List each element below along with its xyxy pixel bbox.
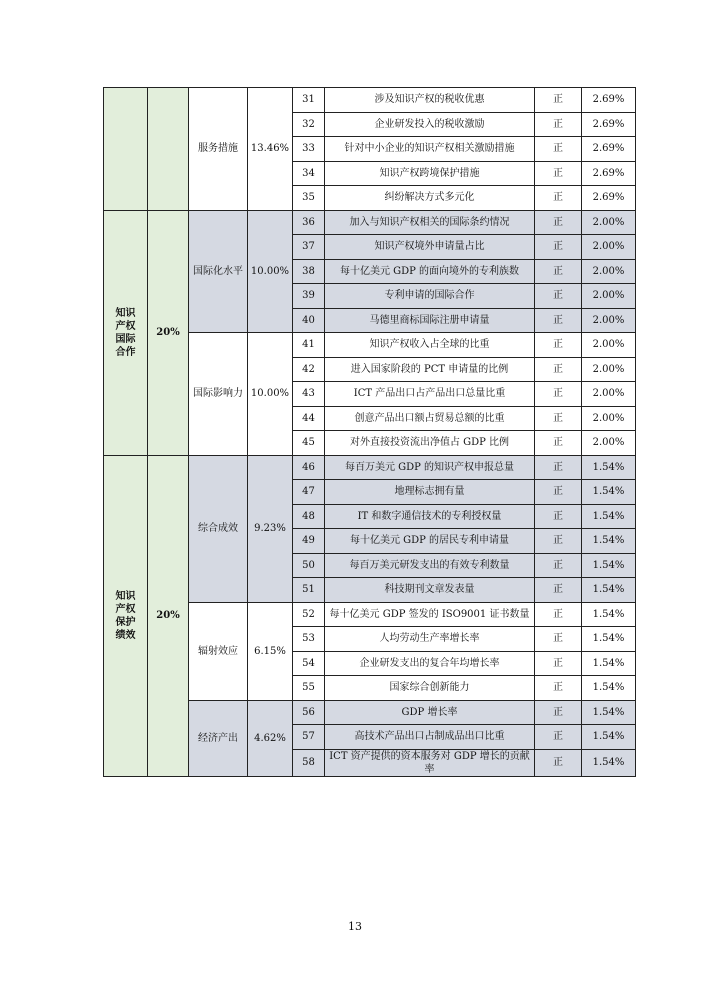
indicator-direction: 正 — [535, 480, 582, 505]
indicator-name: 每百万美元研发支出的有效专利数量 — [325, 553, 535, 578]
indicator-weight: 1.54% — [582, 700, 636, 725]
indicator-weight: 2.00% — [582, 357, 636, 382]
level1-label: 知识产权保护绩效 — [115, 590, 136, 641]
indicator-name: 企业研发投入的税收激励 — [325, 112, 535, 137]
indicator-weight: 2.00% — [582, 259, 636, 284]
indicator-number: 45 — [293, 431, 325, 456]
indicator-name: 每十亿美元 GDP 签发的 ISO9001 证书数量 — [325, 602, 535, 627]
indicator-weight: 2.69% — [582, 137, 636, 162]
level1-weight: 20% — [148, 455, 189, 776]
indicator-number: 42 — [293, 357, 325, 382]
level2-cell — [189, 333, 248, 456]
indicator-number: 47 — [293, 480, 325, 505]
indicator-number: 38 — [293, 259, 325, 284]
indicator-direction: 正 — [535, 284, 582, 309]
indicator-name: 知识产权收入占全球的比重 — [325, 333, 535, 358]
indicator-weight: 1.54% — [582, 504, 636, 529]
indicator-direction: 正 — [535, 749, 582, 776]
indicator-name: 国家综合创新能力 — [325, 676, 535, 701]
indicator-table — [103, 87, 636, 777]
indicator-number: 36 — [293, 210, 325, 235]
level2-label: 综合成效 — [198, 523, 238, 534]
indicator-direction: 正 — [535, 112, 582, 137]
level2-weight: 9.23% — [248, 455, 293, 602]
indicator-weight: 1.54% — [582, 676, 636, 701]
level1-cell — [104, 210, 148, 455]
indicator-weight: 2.69% — [582, 186, 636, 211]
indicator-number: 31 — [293, 88, 325, 113]
level2-cell — [189, 88, 248, 211]
indicator-name: 马德里商标国际注册申请量 — [325, 308, 535, 333]
indicator-name: ICT 资产提供的资本服务对 GDP 增长的贡献率 — [325, 749, 535, 776]
indicator-name: 每十亿美元 GDP 的面向境外的专利族数 — [325, 259, 535, 284]
indicator-direction: 正 — [535, 651, 582, 676]
indicator-number: 39 — [293, 284, 325, 309]
indicator-name: 知识产权跨境保护措施 — [325, 161, 535, 186]
indicator-number: 57 — [293, 725, 325, 750]
indicator-weight: 2.00% — [582, 431, 636, 456]
indicator-number: 35 — [293, 186, 325, 211]
indicator-number: 46 — [293, 455, 325, 480]
indicator-weight: 1.54% — [582, 725, 636, 750]
indicator-weight: 1.54% — [582, 627, 636, 652]
indicator-direction: 正 — [535, 602, 582, 627]
level1-weight: 20% — [148, 210, 189, 455]
indicator-name: 企业研发支出的复合年均增长率 — [325, 651, 535, 676]
indicator-direction: 正 — [535, 210, 582, 235]
indicator-name: 人均劳动生产率增长率 — [325, 627, 535, 652]
level2-label: 国际化水平 — [193, 265, 243, 277]
level2-cell — [189, 602, 248, 700]
indicator-direction: 正 — [535, 382, 582, 407]
level1-weight — [148, 88, 189, 211]
indicator-name: 每十亿美元 GDP 的居民专利申请量 — [325, 529, 535, 554]
indicator-number: 41 — [293, 333, 325, 358]
indicator-direction: 正 — [535, 88, 582, 113]
indicator-name: 科技期刊文章发表量 — [325, 578, 535, 603]
indicator-number: 56 — [293, 700, 325, 725]
indicator-weight: 2.69% — [582, 112, 636, 137]
indicator-direction: 正 — [535, 627, 582, 652]
level2-weight: 13.46% — [248, 88, 293, 211]
table-row — [104, 455, 636, 480]
indicator-direction: 正 — [535, 308, 582, 333]
indicator-number: 32 — [293, 112, 325, 137]
indicator-direction: 正 — [535, 529, 582, 554]
indicator-number: 48 — [293, 504, 325, 529]
indicator-name: 加入与知识产权相关的国际条约情况 — [325, 210, 535, 235]
indicator-weight: 2.00% — [582, 284, 636, 309]
indicator-name: 知识产权境外申请量占比 — [325, 235, 535, 260]
indicator-weight: 2.00% — [582, 406, 636, 431]
indicator-direction: 正 — [535, 186, 582, 211]
indicator-direction: 正 — [535, 357, 582, 382]
indicator-name: 地理标志拥有量 — [325, 480, 535, 505]
level1-cell — [104, 88, 148, 211]
level2-cell — [189, 210, 248, 333]
indicator-number: 55 — [293, 676, 325, 701]
indicator-name: 针对中小企业的知识产权相关激励措施 — [325, 137, 535, 162]
indicator-name: 每百万美元 GDP 的知识产权申报总量 — [325, 455, 535, 480]
indicator-name: 专利申请的国际合作 — [325, 284, 535, 309]
indicator-name: GDP 增长率 — [325, 700, 535, 725]
level2-weight: 10.00% — [248, 210, 293, 333]
indicator-number: 49 — [293, 529, 325, 554]
indicator-weight: 2.00% — [582, 333, 636, 358]
indicator-direction: 正 — [535, 235, 582, 260]
level2-cell — [189, 455, 248, 602]
level2-weight: 6.15% — [248, 602, 293, 700]
indicator-number: 40 — [293, 308, 325, 333]
indicator-name: ICT 产品出口占产品出口总量比重 — [325, 382, 535, 407]
level2-cell — [189, 700, 248, 776]
indicator-name: 高技术产品出口占制成品出口比重 — [325, 725, 535, 750]
indicator-number: 58 — [293, 749, 325, 776]
indicator-direction: 正 — [535, 259, 582, 284]
indicator-weight: 1.54% — [582, 529, 636, 554]
indicator-direction: 正 — [535, 161, 582, 186]
level2-weight: 4.62% — [248, 700, 293, 776]
indicator-weight: 1.54% — [582, 578, 636, 603]
level2-weight: 10.00% — [248, 333, 293, 456]
indicator-weight: 2.00% — [582, 308, 636, 333]
indicator-number: 34 — [293, 161, 325, 186]
level1-cell — [104, 455, 148, 776]
indicator-direction: 正 — [535, 431, 582, 456]
table-body — [104, 88, 636, 777]
indicator-weight: 2.69% — [582, 88, 636, 113]
indicator-direction: 正 — [535, 333, 582, 358]
indicator-direction: 正 — [535, 676, 582, 701]
indicator-direction: 正 — [535, 578, 582, 603]
indicator-direction: 正 — [535, 700, 582, 725]
indicator-weight: 1.54% — [582, 480, 636, 505]
level2-label: 国际影响力 — [193, 388, 243, 400]
indicator-name: 创意产品出口额占贸易总额的比重 — [325, 406, 535, 431]
indicator-number: 33 — [293, 137, 325, 162]
indicator-number: 37 — [293, 235, 325, 260]
indicator-number: 52 — [293, 602, 325, 627]
indicator-number: 43 — [293, 382, 325, 407]
indicator-number: 50 — [293, 553, 325, 578]
indicator-direction: 正 — [535, 504, 582, 529]
level2-label: 辐射效应 — [198, 645, 238, 657]
indicator-weight: 2.00% — [582, 235, 636, 260]
indicator-weight: 2.00% — [582, 210, 636, 235]
indicator-name: 纠纷解决方式多元化 — [325, 186, 535, 211]
table-row — [104, 210, 636, 235]
indicator-weight: 1.54% — [582, 455, 636, 480]
indicator-number: 53 — [293, 627, 325, 652]
indicator-direction: 正 — [535, 137, 582, 162]
indicator-direction: 正 — [535, 553, 582, 578]
level2-label: 经济产出 — [198, 732, 238, 744]
indicator-weight: 1.54% — [582, 553, 636, 578]
level1-label: 知识产权国际合作 — [115, 307, 136, 358]
indicator-weight: 2.00% — [582, 382, 636, 407]
indicator-number: 54 — [293, 651, 325, 676]
indicator-name: 对外直接投资流出净值占 GDP 比例 — [325, 431, 535, 456]
indicator-name: IT 和数字通信技术的专利授权量 — [325, 504, 535, 529]
indicator-number: 44 — [293, 406, 325, 431]
indicator-number: 51 — [293, 578, 325, 603]
level2-label: 服务措施 — [198, 143, 238, 155]
table-row — [104, 88, 636, 113]
indicator-name: 涉及知识产权的税收优惠 — [325, 88, 535, 113]
indicator-name: 进入国家阶段的 PCT 申请量的比例 — [325, 357, 535, 382]
indicator-weight: 1.54% — [582, 749, 636, 776]
indicator-direction: 正 — [535, 455, 582, 480]
indicator-weight: 1.54% — [582, 602, 636, 627]
indicator-direction: 正 — [535, 725, 582, 750]
indicator-weight: 2.69% — [582, 161, 636, 186]
indicator-weight: 1.54% — [582, 651, 636, 676]
page-number: 13 — [348, 920, 362, 933]
indicator-direction: 正 — [535, 406, 582, 431]
